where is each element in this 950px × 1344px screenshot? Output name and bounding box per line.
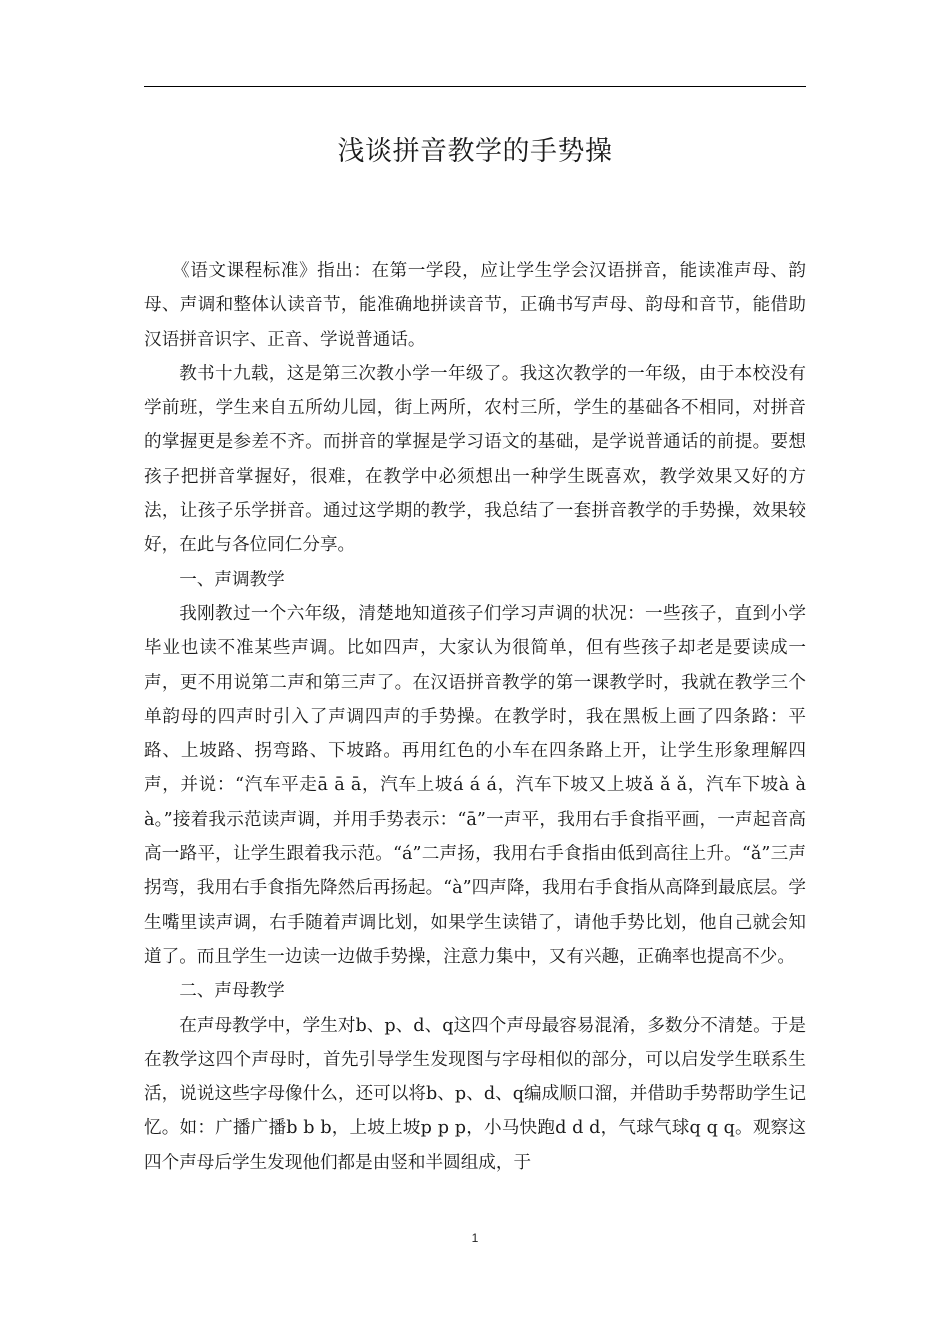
page-number: 1 — [471, 1231, 479, 1245]
section-heading-initials: 二、声母教学 — [179, 981, 285, 1002]
document-body — [144, 254, 806, 1180]
document-title: 浅谈拼音教学的手势操 — [337, 136, 613, 167]
paragraph-initials: 在声母教学中，学生对b、p、d、q这四个声母最容易混淆，多数分不清楚。于是在教学这四个声母时，首先引导学生发现图与字母相似的部分，可以启发学生联系生活，说说这些字母像什么，还可以将b、p、d、q编成顺口溜，并借助手势帮助学生记忆。如：广播广播b b b，上坡上坡p p p，小马快跑d d d，气球气球q q q。观察这四个声母后学生发现他们都是由竖和半圆组成，于 — [144, 1015, 806, 1173]
paragraph-background: 教书十九载，这是第三次教小学一年级了。我这次教学的一年级，由于本校没有学前班，学生来自五所幼儿园，街上两所，农村三所，学生的基础各不相同，对拼音的掌握更是参差不齐。而拼音的掌握是学习语文的基础，是学说普通话的前提。要想孩子把拼音掌握好，很难，在教学中必须想出一种学生既喜欢，教学效果又好的方法，让孩子乐学拼音。通过这学期的教学，我总结了一套拼音教学的手势操，效果较好，在此与各位同仁分享。 — [144, 363, 806, 556]
paragraph-tones: 我刚教过一个六年级，清楚地知道孩子们学习声调的状况：一些孩子，直到小学毕业也读不准某些声调。比如四声，大家认为很简单，但有些孩子却老是要读成一声，更不用说第二声和第三声了。在汉语拼音教学的第一课教学时，我就在教学三个单韵母的四声时引入了声调四声的手势操。在教学时，我在黑板上画了四条路：平路、上坡路、拐弯路、下坡路。再用红色的小车在四条路上开，让学生形象理解四声，并说：“汽车平走ā ā ā，汽车上坡á á á，汽车下坡又上坡ǎ ǎ ǎ，汽车下坡à à à。”接着我示范读声调，并用手势表示：“ā”一声平，我用右手食指平画，一声起音高高一路平，让学生跟着我示范。“á”二声扬，我用右手食指由低到高往上升。“ǎ”三声拐弯，我用右手食指先降然后再扬起。“à”四声降，我用右手食指从高降到最底层。学生嘴里读声调，右手随着声调比划，如果学生读错了，请他手势比划，他自己就会知道了。而且学生一边读一边做手势操，注意力集中，又有兴趣，正确率也提高不少。 — [144, 603, 806, 967]
section-heading-tones: 一、声调教学 — [179, 569, 285, 590]
paragraph-intro: 《语文课程标准》指出：在第一学段，应让学生学会汉语拼音，能读准声母、韵母、声调和整体认读音节，能准确地拼读音节，正确书写声母、韵母和音节，能借助汉语拼音识字、正音、学说普通话。 — [144, 261, 806, 350]
header-rule — [144, 86, 806, 87]
